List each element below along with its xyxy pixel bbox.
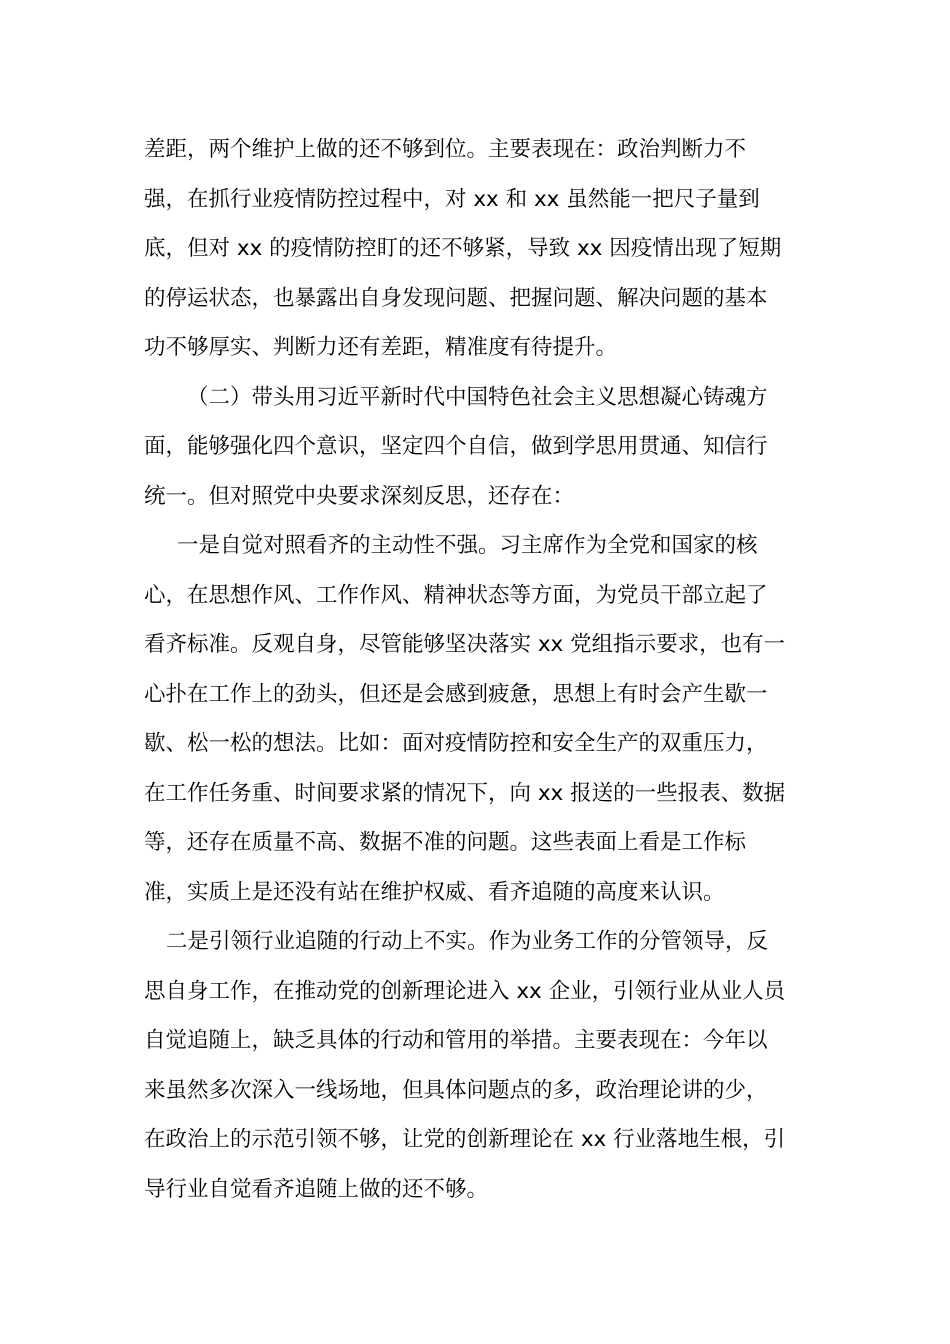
text-line: 来虽然多次深入一线场地，但具体问题点的多，政治理论讲的少，: [144, 1077, 768, 1103]
text-line: 心扑在工作上的劲头，但还是会感到疲惫，思想上有时会产生歇一: [144, 681, 768, 707]
text-line: 底，但对 xx 的疫情防控盯的还不够紧，导致 xx 因疫情出现了短期: [144, 236, 782, 261]
text-line: 看齐标准。反观自身，尽管能够坚决落实 xx 党组指示要求，也有一: [144, 632, 786, 657]
text-line: 在工作任务重、时间要求紧的情况下，向 xx 报送的一些报表、数据: [144, 780, 786, 806]
paragraph-first-line: 二是引领行业追随的行动上不实。作为业务工作的分管领导，反: [166, 929, 769, 954]
text-line: 导行业自觉看齐追随上做的还不够。: [144, 1176, 489, 1202]
text-line: 自觉追随上，缺乏具体的行动和管用的举措。主要表现在：今年以: [144, 1028, 768, 1053]
text-line: 准，实质上是还没有站在维护权威、看齐追随的高度来认识。: [144, 879, 725, 905]
section-heading-line: （二）带头用习近平新时代中国特色社会主义思想凝心铸魂方: [187, 384, 768, 410]
text-line: 的停运状态，也暴露出自身发现问题、把握问题、解决问题的基本: [144, 285, 768, 311]
text-line: 等，还存在质量不高、数据不准的问题。这些表面上看是工作标: [144, 830, 747, 855]
text-line: 功不够厚实、判断力还有差距，精准度有待提升。: [144, 335, 618, 360]
text-line: 面，能够强化四个意识，坚定四个自信，做到学思用贯通、知信行: [144, 434, 768, 459]
text-line: 统一。但对照党中央要求深刻反思，还存在：: [144, 483, 575, 509]
paragraph-first-line: 一是自觉对照看齐的主动性不强。习主席作为全党和国家的核: [177, 533, 758, 558]
text-line: 差距，两个维护上做的还不够到位。主要表现在：政治判断力不: [144, 137, 747, 162]
text-line: 歇、松一松的想法。比如：面对疫情防控和安全生产的双重压力，: [144, 731, 768, 756]
body-text: [144, 125, 814, 1214]
text-line: 在政治上的示范引领不够，让党的创新理论在 xx 行业落地生根，引: [144, 1127, 786, 1152]
text-line: 思自身工作，在推动党的创新理论进入 xx 企业，引领行业从业人员: [144, 978, 786, 1004]
text-line: 强，在抓行业疫情防控过程中，对 xx 和 xx 虽然能一把尺子量到: [144, 186, 760, 212]
text-line: 心，在思想作风、工作作风、精神状态等方面，为党员干部立起了: [144, 582, 768, 608]
